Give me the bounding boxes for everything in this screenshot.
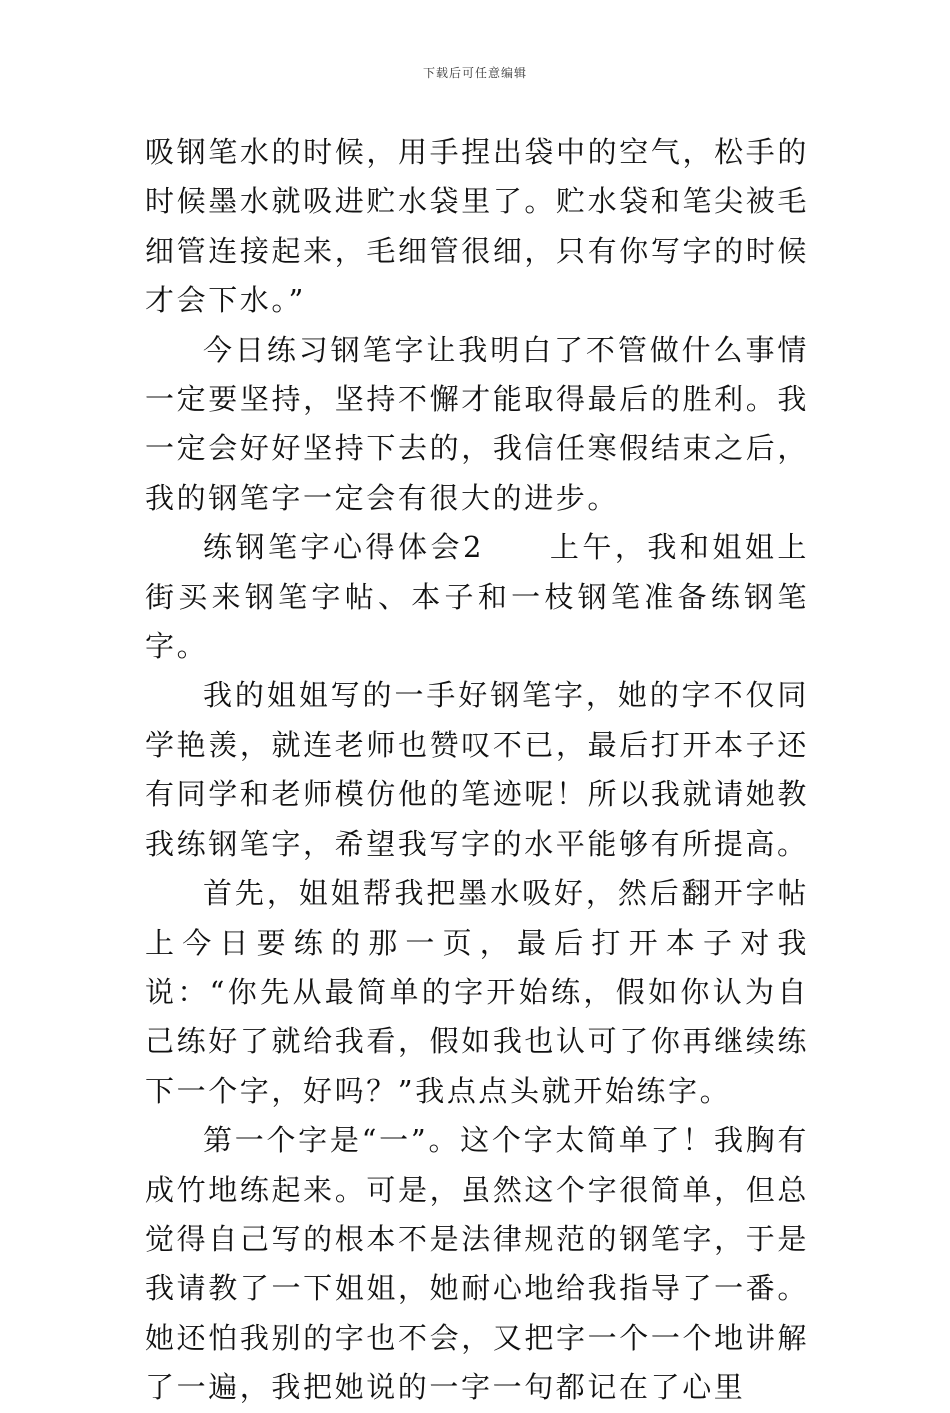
paragraph: 今日练习钢笔字让我明白了不管做什么事情一定要坚持，坚持不懈才能取得最后的胜利。我一定会好好坚持下去的，我信任寒假结束之后，我的钢笔字一定会有很大的进步。 [145, 332, 809, 515]
page-header-note: 下载后可任意编辑 [422, 66, 527, 80]
paragraph-continued: 吸钢笔水的时候，用手捏出袋中的空气，松手的时候墨水就吸进贮水袋里了。贮水袋和笔尖被毛细管连接起来，毛细管很细，只有你写字的时候才会下水。” [145, 135, 809, 318]
paragraph-section-heading: 练钢笔字心得体会2 上午，我和姐姐上街买来钢笔字帖、本子和一枝钢笔准备练钢笔字。 [145, 530, 809, 664]
document-body [145, 128, 809, 1413]
paragraph: 我的姐姐写的一手好钢笔字，她的字不仅同学艳羡，就连老师也赞叹不已，最后打开本子还有同学和老师模仿他的笔迹呢！所以我就请她教我练钢笔字，希望我写字的水平能够有所提高。 [145, 678, 809, 861]
paragraph: 首先，姐姐帮我把墨水吸好，然后翻开字帖上今日要练的那一页，最后打开本子对我说：“你先从最简单的字开始练，假如你认为自己练好了就给我看，假如我也认可了你再继续练下一个字，好吗？”我点点头就开始练字。 [145, 876, 809, 1108]
paragraph: 第一个字是“一”。这个字太简单了！我胸有成竹地练起来。可是，虽然这个字很简单，但总觉得自己写的根本不是法律规范的钢笔字，于是我请教了一下姐姐，她耐心地给我指导了一番。她还怕我别的字也不会，又把字一个一个地讲解了一遍，我把她说的一字一句都记在了心里 [145, 1123, 809, 1405]
